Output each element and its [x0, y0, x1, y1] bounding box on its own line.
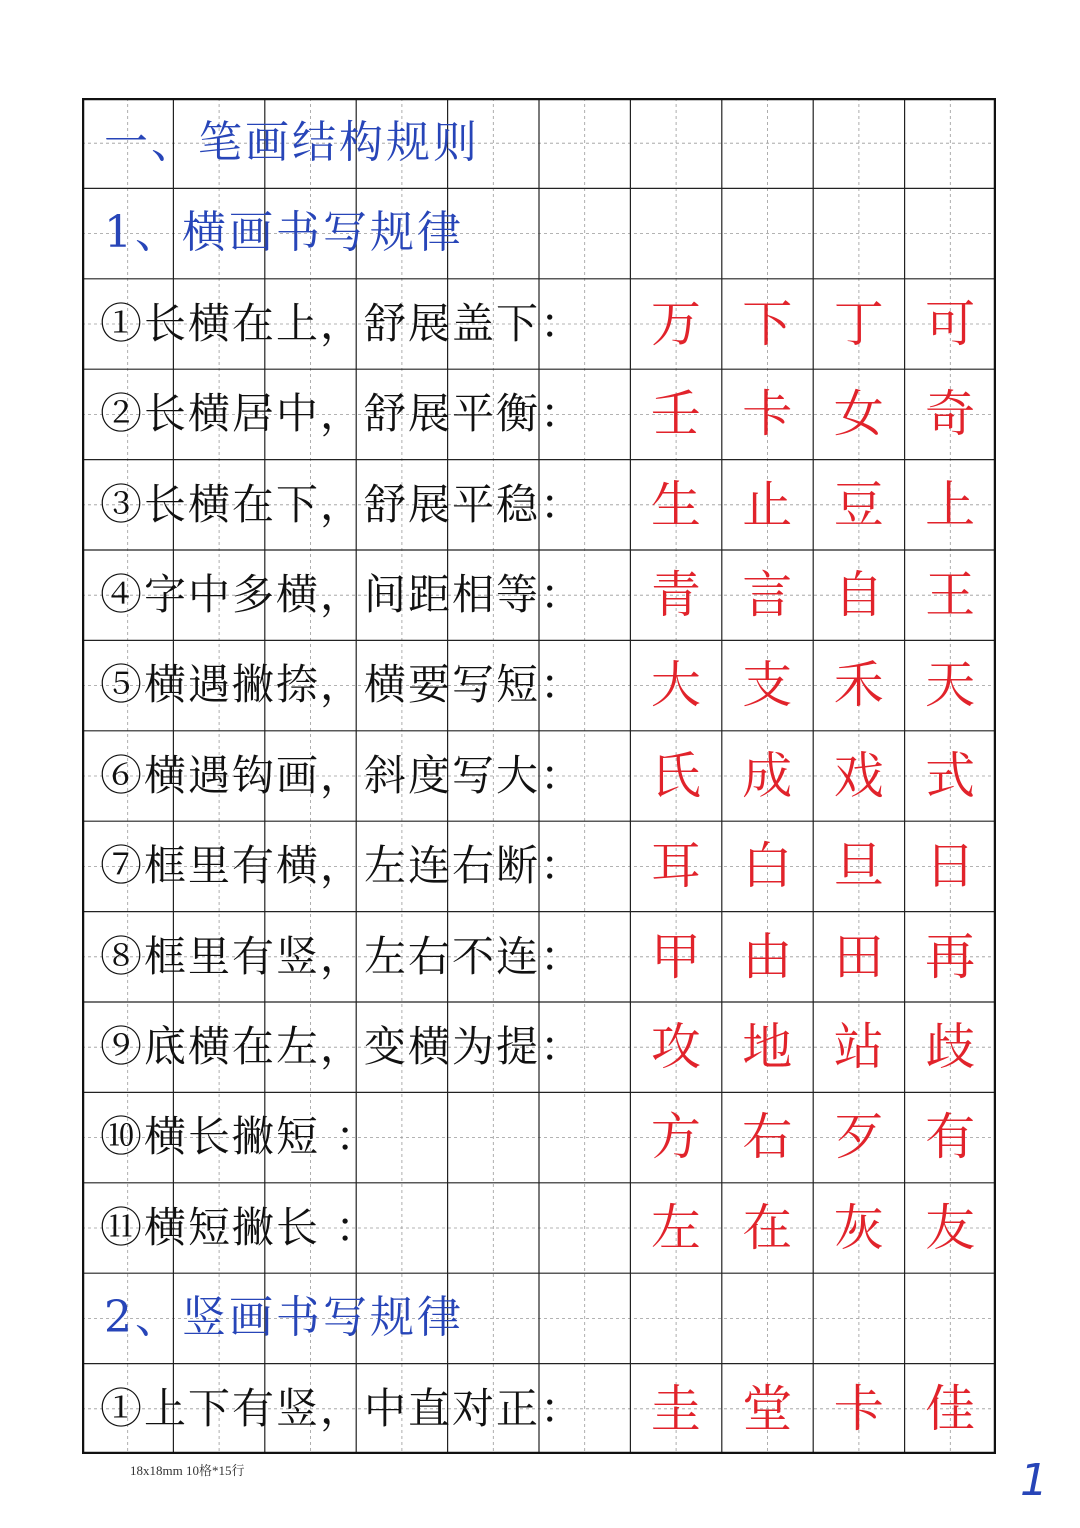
rule-text: ⑥横遇钩画，斜度写大：	[100, 750, 585, 800]
rule-row	[82, 731, 996, 821]
rule-text: ③长横在下，舒展平稳：	[100, 479, 585, 529]
footer-note: 18x18mm 10格*15行	[130, 1463, 245, 1478]
rule-text: ⑩横长撇短 ：	[100, 1112, 380, 1162]
rule-row	[82, 460, 996, 550]
example-character: 耳	[650, 837, 701, 896]
rule-text: ⑦框里有横，左连右断：	[100, 841, 585, 891]
rule-text: ②长横居中，舒展平衡：	[100, 389, 585, 439]
example-character: 言	[742, 566, 793, 624]
example-character: 甲	[650, 927, 701, 986]
example-character: 在	[742, 1198, 793, 1257]
example-character: 歧	[925, 1018, 976, 1076]
section-heading: 2、竖画书写规律	[104, 1292, 464, 1344]
rule-row	[82, 821, 996, 911]
rule-row	[82, 640, 996, 730]
example-character: 灰	[833, 1198, 884, 1257]
rule-row	[82, 1364, 996, 1454]
rule-row	[82, 369, 996, 459]
example-character: 青	[650, 566, 701, 624]
example-character: 女	[833, 385, 884, 444]
rule-row	[82, 1092, 996, 1182]
example-character: 大	[650, 656, 701, 715]
section-heading: 1、横画书写规律	[104, 207, 464, 259]
example-character: 可	[925, 294, 976, 353]
example-character: 上	[925, 475, 976, 534]
rule-text: ⑪横短撇长 ：	[100, 1202, 380, 1252]
example-character: 戏	[833, 746, 884, 805]
example-character: 白	[742, 837, 793, 896]
rule-row	[82, 1183, 996, 1273]
rule-text: ①上下有竖，中直对正：	[100, 1383, 585, 1433]
rule-text: ⑨底横在左，变横为提：	[100, 1022, 585, 1071]
example-character: 止	[742, 475, 793, 534]
example-character: 万	[650, 294, 701, 353]
example-character: 友	[925, 1198, 976, 1257]
example-character: 王	[925, 566, 976, 624]
example-character: 天	[925, 656, 976, 715]
example-character: 攻	[650, 1018, 701, 1076]
example-character: 支	[742, 656, 793, 715]
rule-text: ④字中多横，间距相等：	[100, 570, 585, 619]
example-character: 式	[925, 746, 976, 805]
rule-row	[82, 550, 996, 640]
example-character: 氏	[650, 746, 701, 805]
rule-text: ⑧框里有竖，左右不连：	[100, 931, 585, 981]
rule-row	[82, 1002, 996, 1092]
example-character: 再	[925, 927, 976, 986]
section-heading: 一、笔画结构规则	[104, 117, 480, 168]
example-character: 禾	[833, 656, 884, 715]
example-character: 自	[833, 566, 884, 624]
example-character: 旦	[833, 837, 884, 896]
example-character: 站	[833, 1018, 884, 1076]
example-character: 丁	[833, 294, 884, 353]
rule-text: ⑤横遇撇捺，横要写短：	[100, 660, 585, 710]
page-number: 1	[1020, 1455, 1048, 1506]
example-character: 田	[833, 927, 884, 986]
example-character: 卡	[742, 385, 793, 444]
heading-row	[82, 188, 996, 278]
practice-sheet	[82, 98, 996, 1454]
rule-row	[82, 279, 996, 369]
example-character: 右	[742, 1108, 793, 1167]
example-character: 奇	[925, 385, 976, 444]
heading-row	[82, 1273, 996, 1363]
example-character: 日	[925, 837, 976, 896]
rule-text: ①长横在上，舒展盖下：	[100, 298, 585, 348]
example-character: 地	[742, 1018, 793, 1076]
heading-row	[82, 98, 996, 188]
example-character: 由	[742, 927, 793, 986]
example-character: 成	[742, 746, 793, 805]
example-character: 下	[742, 294, 793, 353]
example-character: 佳	[925, 1379, 976, 1438]
example-character: 豆	[833, 475, 884, 534]
example-character: 有	[925, 1108, 976, 1167]
example-character: 生	[650, 475, 701, 534]
example-character: 卡	[833, 1379, 884, 1438]
rule-row	[82, 912, 996, 1002]
example-character: 圭	[650, 1379, 701, 1438]
example-character: 壬	[650, 385, 701, 444]
example-character: 方	[650, 1108, 701, 1167]
example-character: 歹	[833, 1108, 884, 1167]
example-character: 堂	[742, 1379, 793, 1438]
example-character: 左	[650, 1198, 701, 1257]
